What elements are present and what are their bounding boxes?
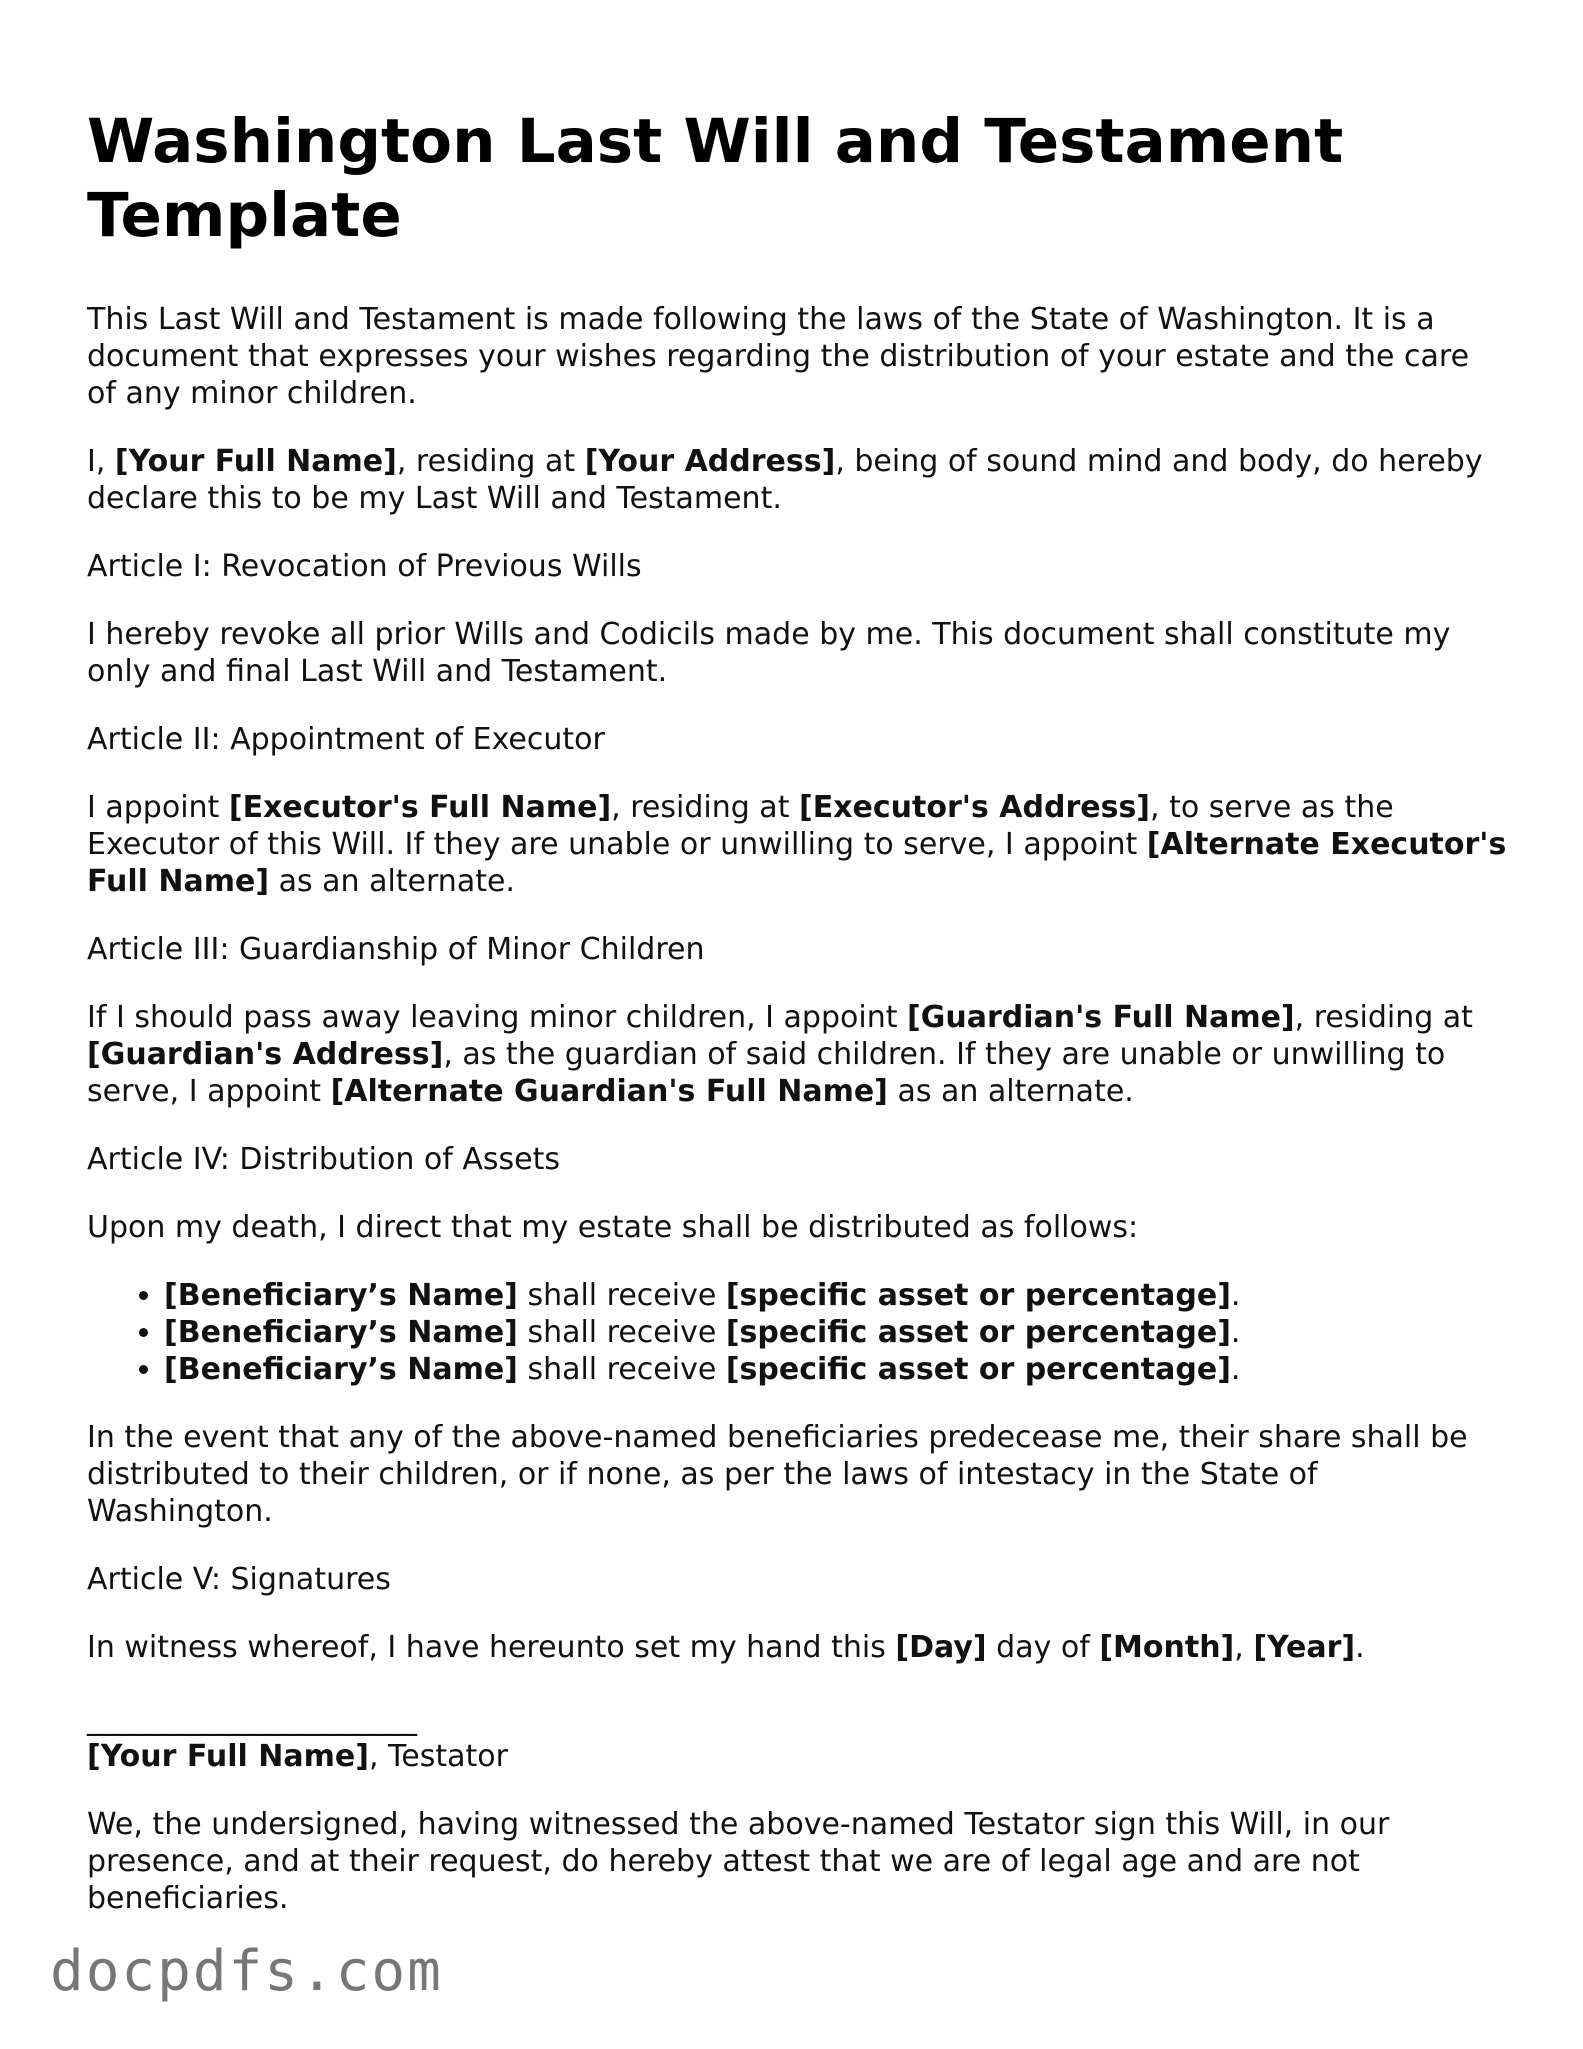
testator-signature-block: [87, 1701, 1507, 1775]
article-3-text: [87, 999, 1507, 1110]
beneficiary-name-field: [Beneficiary’s Name]: [164, 1278, 518, 1313]
beneficiary-period: .: [1230, 1315, 1241, 1350]
article-2-text-2: , residing at: [611, 790, 799, 825]
article-4-heading: Article IV: Distribution of Assets: [87, 1142, 560, 1177]
declaration-text-1: I,: [87, 444, 115, 479]
article-3-heading: Article III: Guardianship of Minor Children: [87, 932, 705, 967]
alternate-executor-field: [Alternate Executor's Full Name]: [87, 827, 1507, 899]
witness-text-1: In witness whereof, I have hereunto set my hand this: [87, 1630, 896, 1665]
beneficiary-text: shall receive: [517, 1278, 726, 1313]
article-3-text-3: , as the guardian of said children. If they are unable or unwilling to serve, I appoint: [87, 1037, 1446, 1109]
testator-name-field: [Your Full Name]: [114, 444, 397, 479]
list-item: [164, 1314, 1507, 1351]
witness-text-2: day of: [986, 1630, 1100, 1665]
article-3-text-2: , residing at: [1294, 1000, 1473, 1035]
beneficiary-asset-field: [specific asset or percentage]: [725, 1278, 1231, 1313]
article-1-heading: Article I: Revocation of Previous Wills: [87, 549, 642, 584]
beneficiary-asset-field: [specific asset or percentage]: [725, 1315, 1231, 1350]
executor-address-field: [Executor's Address]: [799, 790, 1151, 825]
article-3-text-4: as an alternate.: [887, 1074, 1134, 1109]
beneficiary-text: shall receive: [517, 1315, 726, 1350]
testator-name-field: [Your Full Name]: [87, 1739, 369, 1774]
article-4-lead: Upon my death, I direct that my estate shall be distributed as follows:: [87, 1210, 1139, 1245]
alternate-guardian-field: [Alternate Guardian's Full Name]: [330, 1074, 888, 1109]
year-field: [Year]: [1253, 1630, 1356, 1665]
list-item: [164, 1351, 1507, 1388]
witness-paragraph: [87, 1629, 1507, 1666]
article-2-text-3: , to serve as the Executor of this Will. If they are unable or unwilling to serve, I appoint: [87, 790, 1394, 862]
lapse-paragraph: In the event that any of the above-named beneficiaries predecease me, their share shall be distributed to their children, or if none, as per the laws of intestacy in the State of Washington.: [87, 1420, 1468, 1529]
page-title: Washington Last Will and Testament Template: [87, 106, 1344, 251]
day-field: [Day]: [895, 1630, 987, 1665]
article-2-text-1: I appoint: [87, 790, 229, 825]
witness-text-4: .: [1355, 1630, 1365, 1665]
declaration-text-3: , being of sound mind and body, do hereby declare this to be my Last Will and Testament.: [87, 444, 1483, 516]
beneficiary-name-field: [Beneficiary’s Name]: [164, 1315, 518, 1350]
testator-role: , Testator: [368, 1739, 508, 1774]
document-page: [87, 105, 1507, 1948]
beneficiary-asset-field: [specific asset or percentage]: [725, 1352, 1231, 1387]
witness-text-3: ,: [1234, 1630, 1254, 1665]
article-1-text: I hereby revoke all prior Wills and Codicils made by me. This document shall constitute my only and final Last Will and Testament.: [87, 617, 1451, 689]
signature-line: ______________________: [87, 1702, 417, 1737]
article-5-heading: Article V: Signatures: [87, 1562, 391, 1597]
beneficiary-text: shall receive: [517, 1352, 726, 1387]
declaration-text-2: , residing at: [396, 444, 585, 479]
beneficiary-period: .: [1230, 1278, 1241, 1313]
testator-address-field: [Your Address]: [584, 444, 836, 479]
executor-name-field: [Executor's Full Name]: [228, 790, 612, 825]
article-3-text-1: If I should pass away leaving minor children, I appoint: [87, 1000, 908, 1035]
guardian-name-field: [Guardian's Full Name]: [907, 1000, 1295, 1035]
beneficiary-period: .: [1230, 1352, 1241, 1387]
watermark: docpdfs.com: [50, 1939, 443, 2004]
declaration-paragraph: [87, 443, 1507, 517]
guardian-address-field: [Guardian's Address]: [87, 1037, 444, 1072]
testator-signature-label: [87, 1738, 1507, 1775]
attestation-paragraph: We, the undersigned, having witnessed the above-named Testator sign this Will, in our presence, and at their request, do hereby attest that we are of legal age and are not beneficiaries.: [87, 1807, 1390, 1916]
month-field: [Month]: [1099, 1630, 1235, 1665]
beneficiary-list: [87, 1277, 1507, 1388]
beneficiary-name-field: [Beneficiary’s Name]: [164, 1352, 518, 1387]
article-2-text: [87, 789, 1507, 900]
article-2-heading: Article II: Appointment of Executor: [87, 722, 605, 757]
list-item: [164, 1277, 1507, 1314]
intro-paragraph: This Last Will and Testament is made following the laws of the State of Washington. It is a document that expresses your wishes regarding the distribution of your estate and the care of any minor children.: [87, 302, 1470, 411]
article-2-text-4: as an alternate.: [269, 864, 515, 899]
